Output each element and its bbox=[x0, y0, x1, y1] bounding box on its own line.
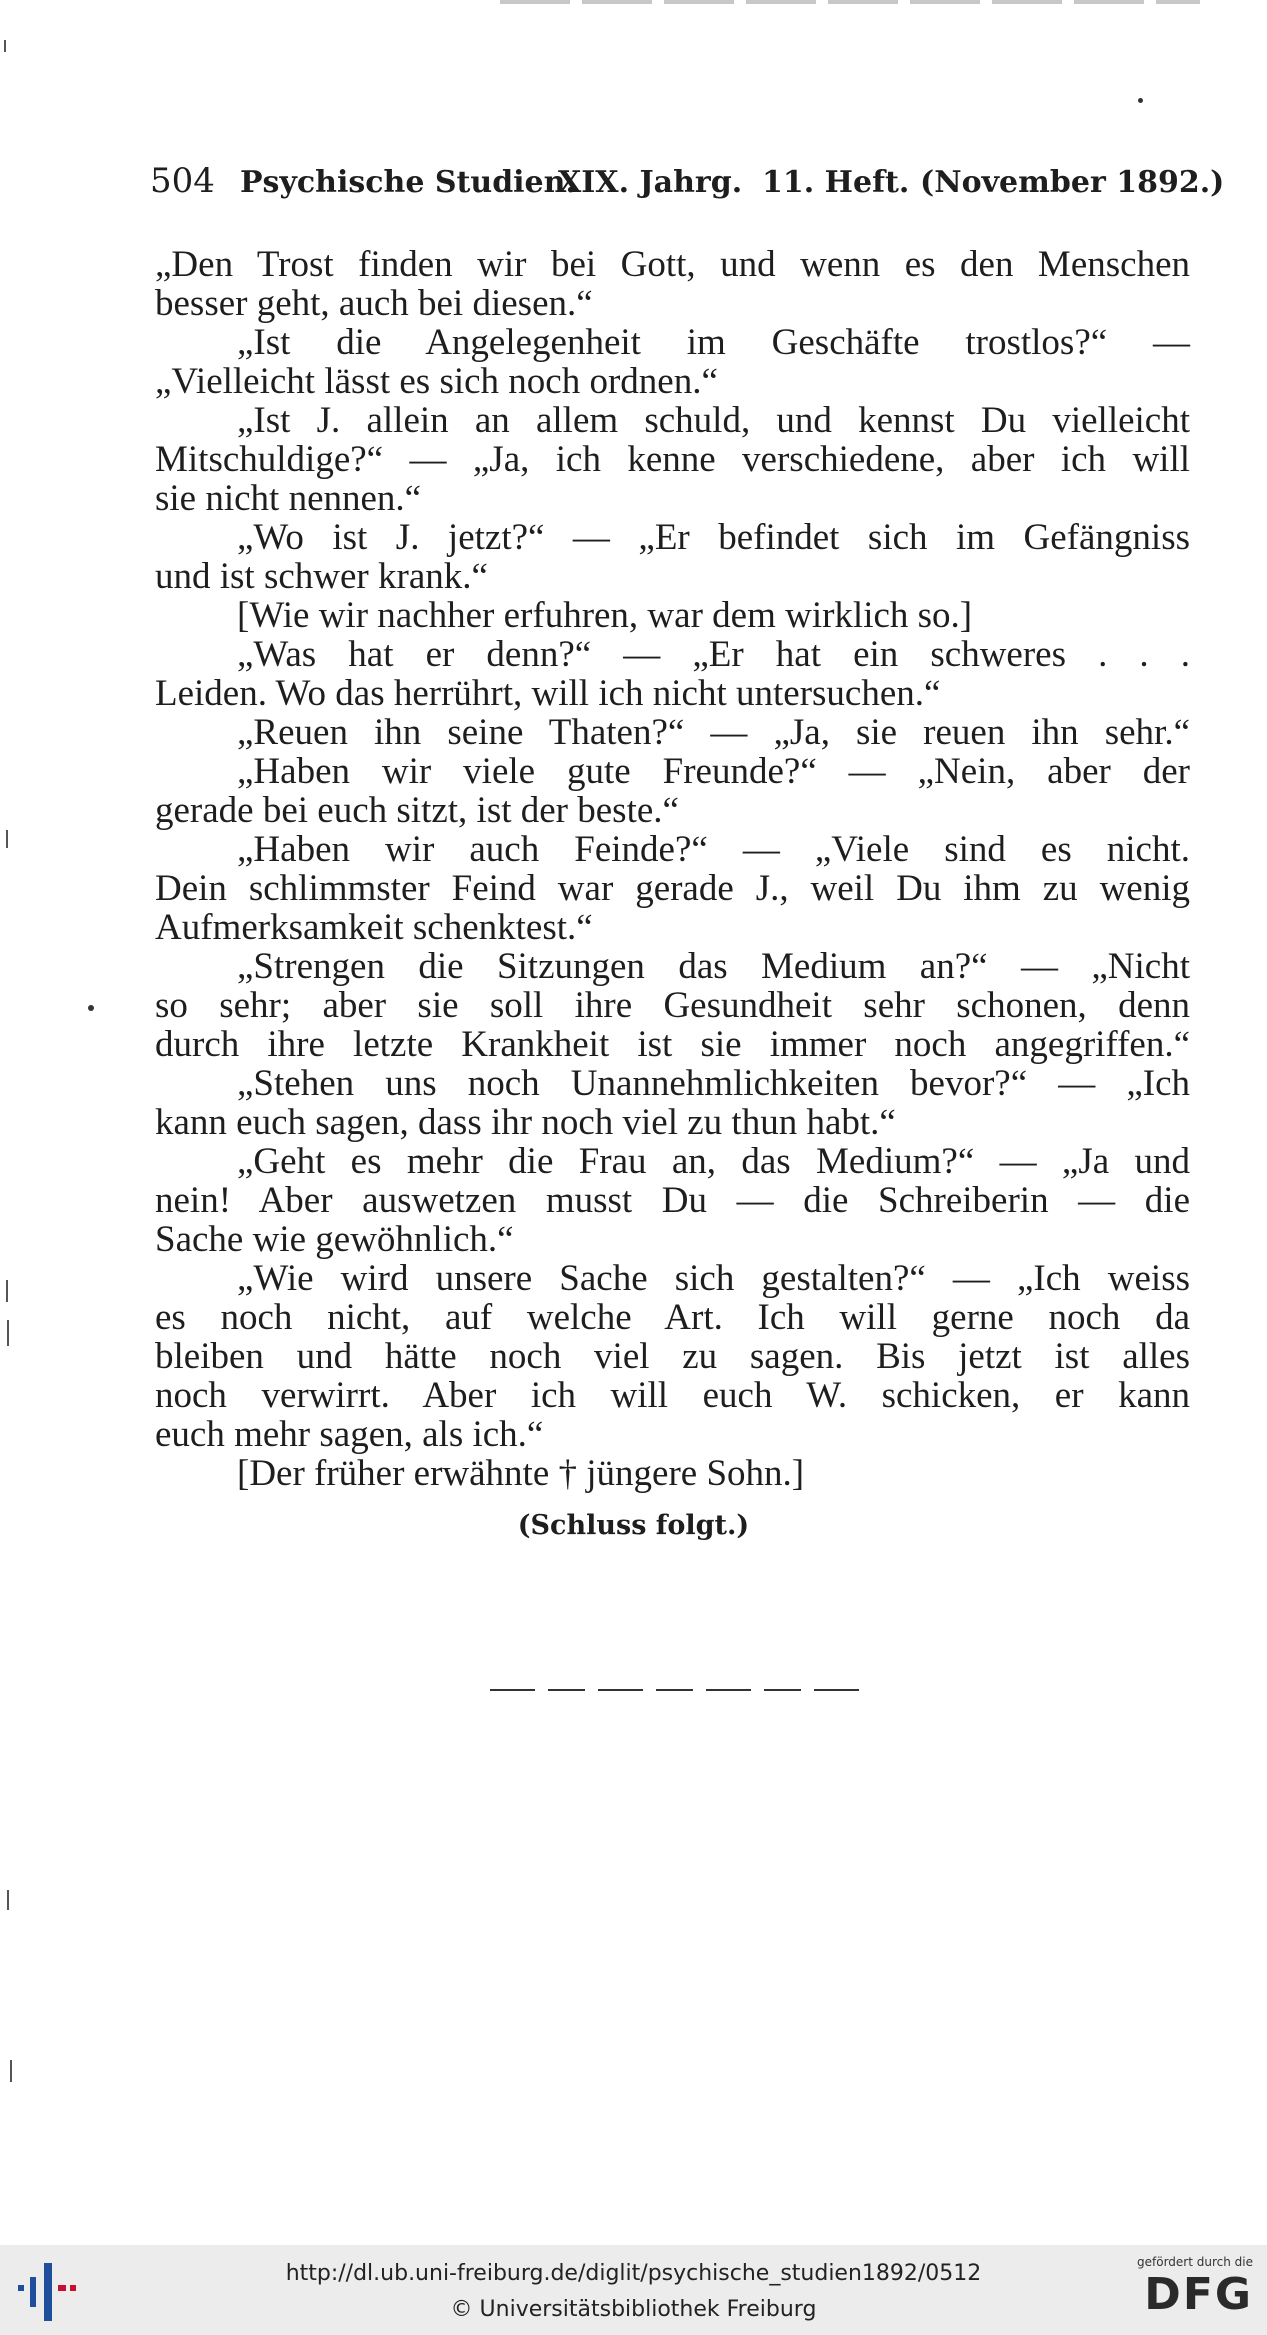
issue-date: (November 1892.) bbox=[920, 165, 1225, 200]
section-rule bbox=[490, 1689, 865, 1691]
closing-note: (Schluss folgt.) bbox=[517, 1510, 750, 1541]
text-line: kann euch sagen, dass ihr noch viel zu thun habt.“ bbox=[155, 1102, 896, 1143]
margin-mark bbox=[7, 1320, 9, 1346]
text-line: „Was hat er denn?“ — „Er hat ein schweres . . . bbox=[237, 634, 1190, 675]
text-line: „Wie wird unsere Sache sich gestalten?“ — „Ich weiss bbox=[237, 1258, 1190, 1299]
text-line: Leiden. Wo das herrührt, will ich nicht untersuchen.“ bbox=[155, 673, 941, 714]
page-number: 504 bbox=[150, 161, 215, 201]
text-line: „Ist die Angelegenheit im Geschäfte trostlos?“ — bbox=[237, 322, 1190, 363]
text-line: [Der früher erwähnte † jüngere Sohn.] bbox=[237, 1453, 805, 1494]
viewer-footer bbox=[0, 2245, 1267, 2335]
text-line: Aufmerksamkeit schenktest.“ bbox=[155, 907, 593, 948]
text-line: „Strengen die Sitzungen das Medium an?“ — „Nicht bbox=[237, 946, 1190, 987]
text-line: besser geht, auch bei diesen.“ bbox=[155, 283, 593, 324]
margin-mark bbox=[10, 2060, 12, 2082]
margin-mark bbox=[4, 40, 6, 52]
article-text bbox=[155, 245, 1190, 1493]
text-line: „Reuen ihn seine Thaten?“ — „Ja, sie reuen ihn sehr.“ bbox=[237, 712, 1190, 753]
scan-edge bbox=[500, 0, 1200, 4]
text-line: sie nicht nennen.“ bbox=[155, 478, 422, 519]
running-header bbox=[150, 161, 1225, 211]
text-line: durch ihre letzte Krankheit ist sie immer noch angegriffen.“ bbox=[155, 1024, 1190, 1065]
text-line: „Haben wir viele gute Freunde?“ — „Nein, aber der bbox=[237, 751, 1190, 792]
text-line: „Den Trost finden wir bei Gott, und wenn es den Menschen bbox=[155, 244, 1190, 285]
text-line: nein! Aber auswetzen musst Du — die Schreiberin — die bbox=[155, 1180, 1190, 1221]
permalink-url[interactable]: http://dl.ub.uni-freiburg.de/diglit/psychische_studien1892/0512 bbox=[285, 2261, 982, 2286]
text-line: „Geht es mehr die Frau an, das Medium?“ — „Ja und bbox=[237, 1141, 1190, 1182]
copyright-notice: © Universitätsbibliothek Freiburg bbox=[450, 2297, 817, 2322]
text-line: und ist schwer krank.“ bbox=[155, 556, 488, 597]
text-line: so sehr; aber sie soll ihre Gesundheit sehr schonen, denn bbox=[155, 985, 1190, 1026]
text-line: euch mehr sagen, als ich.“ bbox=[155, 1414, 544, 1455]
scan-speck bbox=[1138, 98, 1143, 103]
text-line: bleiben und hätte noch viel zu sagen. Bis jetzt ist alles bbox=[155, 1336, 1190, 1377]
text-line: Dein schlimmster Feind war gerade J., weil Du ihm zu wenig bbox=[155, 868, 1190, 909]
text-line: Mitschuldige?“ — „Ja, ich kenne verschiedene, aber ich will bbox=[155, 439, 1190, 480]
text-line: „Vielleicht lässt es sich noch ordnen.“ bbox=[155, 361, 718, 402]
margin-mark bbox=[7, 1890, 9, 1910]
text-line: es noch nicht, auf welche Art. Ich will gerne noch da bbox=[155, 1297, 1190, 1338]
text-line: „Ist J. allein an allem schuld, und kennst Du vielleicht bbox=[237, 400, 1190, 441]
funder-tagline: gefördert durch die bbox=[1137, 2255, 1253, 2269]
journal-title: Psychische Studien. bbox=[240, 165, 576, 200]
scan-speck bbox=[88, 1005, 94, 1011]
margin-mark bbox=[6, 1280, 8, 1302]
text-line: noch verwirrt. Aber ich will euch W. schicken, er kann bbox=[155, 1375, 1190, 1416]
dfg-logo-icon[interactable] bbox=[1118, 2255, 1253, 2330]
volume: XIX. Jahrg. bbox=[558, 165, 743, 200]
text-line: „Stehen uns noch Unannehmlichkeiten bevor?“ — „Ich bbox=[237, 1063, 1190, 1104]
text-line: „Wo ist J. jetzt?“ — „Er befindet sich im Gefängniss bbox=[237, 517, 1190, 558]
issue: 11. Heft. bbox=[762, 165, 910, 200]
text-line: gerade bei euch sitzt, ist der beste.“ bbox=[155, 790, 679, 831]
text-line: „Haben wir auch Feinde?“ — „Viele sind es nicht. bbox=[237, 829, 1190, 870]
text-line: [Wie wir nachher erfuhren, war dem wirklich so.] bbox=[237, 595, 973, 636]
text-line: Sache wie gewöhnlich.“ bbox=[155, 1219, 514, 1260]
margin-mark bbox=[6, 830, 8, 848]
funder-name: DFG bbox=[1144, 2269, 1253, 2320]
